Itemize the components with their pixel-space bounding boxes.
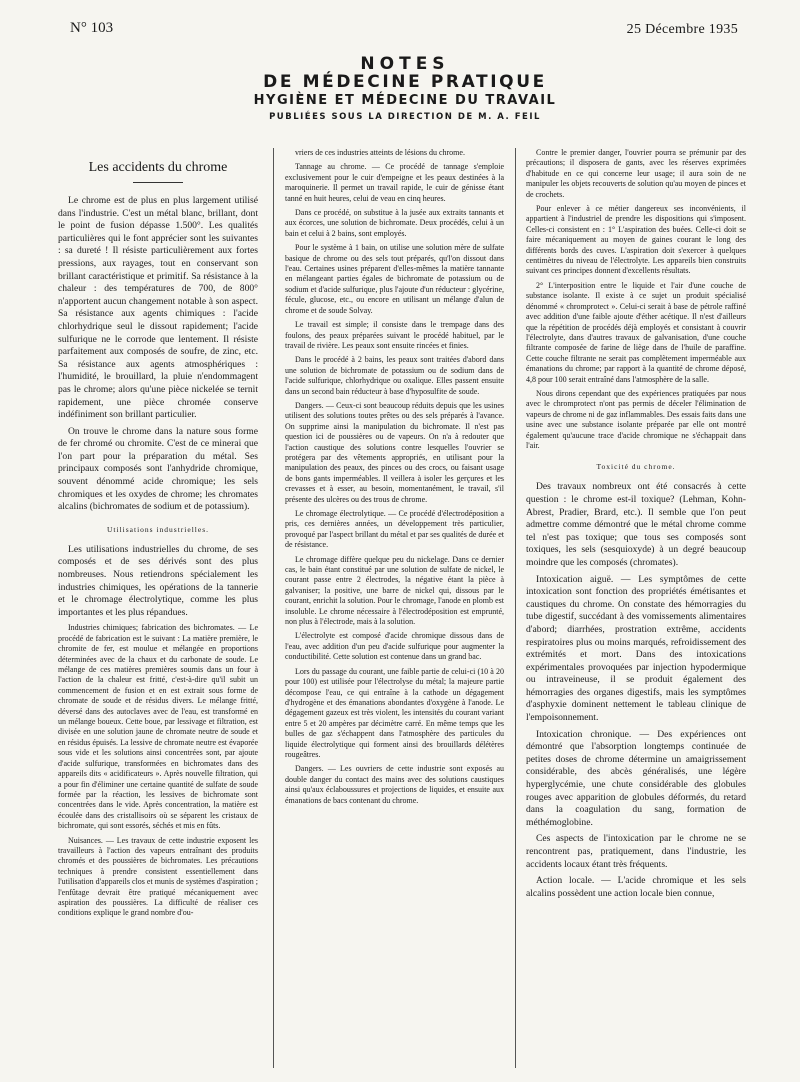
paragraph: Des travaux nombreux ont été consacrés à cette question : le chrome est-il toxique? (Lehman, Kohn-Abrest, Pradier, Brard, etc.). Il semble que l'on peut admettre comme démontré que le métal chrome comme tel n'est pas toxique; que tous ses composés sont toxiques, les sels (sesquioxyde) à un degré beaucoup moindre que les composés (chromates).: [526, 481, 746, 568]
paragraph: Nous dirons cependant que des expériences pratiquées par nous avec le chromprotect n'ont pas permis de déceler l'élimination de vapeurs de chrome ni de gaz inflammables. Des essais faits dans une usine avec une substance isolante préparée par elle ont montré également qu'aucune trace d'acide chromique ne s'échappait dans l'air.: [526, 388, 746, 450]
paragraph: Le chromage électrolytique. — Ce procédé d'électrodéposition a pris, ces dernières années, un développement très particulier, provoqué par l'aspect brillant du métal et par ses qualités de durée et de résistance.: [285, 509, 504, 550]
paragraph: Dangers. — Ceux-ci sont beaucoup réduits depuis que les usines utilisent des solutions toutes prêtes ou des sels préparés à l'avance. On supprime ainsi la manipulation du bichromate. Il n'est pas question ici de poussières ou de vapeurs. On n'a à redouter que l'action caustique des solutions contre lesquelles l'ouvrier se protégera par des vêtements appropriés, en utilisant pour la manipulation des peaux, des pinces ou des crocs, ou faisant usage de bons gants imperméables. Il veillera à isoler les gerçures et les crevasses et à esser, au besoin, momentanément, le travail, s'il présente des ulcères ou des trous de chrome.: [285, 400, 504, 504]
column-divider: [515, 148, 516, 1068]
column-divider: [273, 148, 274, 1068]
section-heading: Utilisations industrielles.: [107, 524, 209, 534]
article-title: Les accidents du chrome: [88, 160, 228, 175]
paragraph: Le travail est simple; il consiste dans le trempage dans des foulons, des peaux préparées suivant le procédé habituel, par le travail de rivière. Les peaux sont ensuite rincées et finies.: [285, 320, 504, 350]
column-3: [526, 148, 746, 1070]
paragraph: Intoxication aiguë. — Les symptômes de cette intoxication sont fonction des propriétés émétisantes et caustiques du chrome. On constate des hémorragies du tube digestif, succédant à des vomissements alimentaires d'abord; diarrhées, prostration extrême, accidents respiratoires plus ou moins marqués, refroidissement des extrémités et mort. Dans des intoxications expérimentales provoquées par injection hypodermique ou intraveineuse, il se produit également des hémorragies des organes digestifs, mais les symptômes d'asphyxie dominent nettement le tableau clinique de l'empoisonnement.: [526, 573, 746, 724]
paragraph: Dans le procédé à 2 bains, les peaux sont traitées d'abord dans une solution de bichromate de potassium ou de sodium dans de l'acide sulfurique, chlorhydrique ou oxalique. Elles passent ensuite dans un second bain réducteur à base d'hyposulfite de soude.: [285, 355, 504, 396]
paragraph: 2° L'interposition entre le liquide et l'air d'une couche de substance isolante. Il existe à ce sujet un produit spécialisé dénommé « chromprotect ». Celui-ci serait à base de pétrole raffiné avec addition d'une faible ajoute d'éther acétique. Il n'est d'ailleurs que la répétition de procédés déjà employés et consistant à couvrir l'électrolyte, dans d'autres travaux de galvanisation, d'une couche filtrante composée de farine de liège dans de l'huile de paraffine. Cette couche filtrante ne serait pas complètement imperméable aux émanations du chrome; par rapport à la quantité de chrome déposé, 4,8 pour 100 serait entraîné dans l'atmosphère de la salle.: [526, 280, 746, 384]
issue-date: 25 Décembre 1935: [626, 22, 738, 37]
column-1: [58, 148, 258, 1070]
paragraph: Tannage au chrome. — Ce procédé de tannage s'emploie exclusivement pour le cuir d'empeigne et les peaux destinées à la maroquinerie. Il permet un travail rapide, le cuir de génisse étant tanné en huit heures, celui de veau en cinq heures.: [285, 162, 504, 203]
paragraph: Ces aspects de l'intoxication par le chrome ne se rencontrent pas, pratiquement, dans l'industrie, les accidents locaux étant très fréquents.: [526, 833, 746, 870]
masthead-title: NOTES: [360, 54, 450, 74]
paragraph: Les utilisations industrielles du chrome, de ses composés et de ses dérivés sont des plus nombreuses. Nous retiendrons spécialement les industries chimiques, les opérations de la tannerie et le chromage électrolytique, comme les plus importantes et les plus répandues.: [58, 543, 258, 618]
paragraph: Pour enlever à ce métier dangereux ses inconvénients, il appartient à l'industriel de prendre les dispositions qui s'imposent. Celles-ci consistent en : 1° L'aspiration des buées. Celle-ci doit se faire mécaniquement au moyen de gaines courant le long des différents bords des cuves. L'aspiration doit s'exercer à quelques centimètres du niveau de l'électrolyte. Les appareils bien construits suivant ces principes donnent d'excellents résultats.: [526, 204, 746, 276]
paragraph: Nuisances. — Les travaux de cette industrie exposent les travailleurs à l'action des vapeurs entraînant des produits chromés et des poussières de bichromates. Les précautions techniques à prendre consistent essentiellement dans l'utilisation d'appareils clos et munis de systèmes d'aspiration ; l'enfûtage devrait être pratiqué mécaniquement avec aspiration des poussières. La difficulté de réaliser ces conditions explique le grand nombre d'ou-: [58, 835, 258, 918]
masthead-subtitle: DE MÉDECINE PRATIQUE: [263, 72, 547, 92]
paragraph: Dans ce procédé, on substitue à la jusée aux extraits tannants et aux écorces, une solution de bichromate. Deux procédés, celui à un bain et celui à 2 bains, sont employés.: [285, 208, 504, 238]
paragraph: Dangers. — Les ouvriers de cette industrie sont exposés au double danger du contact des mains avec des solutions caustiques ainsi qu'aux éclaboussures et projections de liquides, et ensuite aux émanations de bacs contenant du chrome.: [285, 764, 504, 805]
column-2: [285, 148, 504, 1070]
paragraph: vriers de ces industries atteints de lésions du chrome.: [295, 148, 465, 157]
paragraph: Intoxication chronique. — Des expériences ont démontré que l'absorption longtemps continuée de petites doses de chrome détermine un amaigrissement considérable, des abcès généralisés, une légère hyperglycémie, une chute considérable des globules rouges avec apparition de globules déformés, du retard dans la coagulation du sang, formation de méthémoglobine.: [526, 728, 746, 828]
paragraph: On trouve le chrome dans la nature sous forme de fer chromé ou chromite. C'est de ce minerai que l'on part pour la préparation du métal. Ses principaux composés sont l'anhydride chromique, souvent dénommé acide chromique; les sels chromiques et les oxydes de chrome; les chromates alcalins (bichromates de sodium et de potassium).: [58, 425, 258, 513]
paragraph: Action locale. — L'acide chromique et les sels alcalins possèdent une action locale bien connue,: [526, 875, 746, 899]
paragraph: Le chrome est de plus en plus largement utilisé dans l'industrie. C'est un métal blanc, brillant, dont le point de fusion dépasse 1.500°. Les qualités particulières qui le font apprécier sont les suivantes : sa dureté ! Il résiste particulièrement aux fortes pressions, aux rayages, tout en conservant son brillant caractéristique et primitif. Sa résistance à la chaleur : des températures de 700, de 800° n'apportent aucun changement notable à son aspect. Sa résistance aux agents chimiques : l'acide chlorhydrique seul le dissout rapidement; l'acide sulfurique ne le corrode que lentement. Il résiste parfaitement aux composés de soufre, de zinc, etc. Sa résistance aux agents atmosphériques : l'humidité, le brouillard, la pluie n'endommagent pas le chrome; alors qu'une pièce nickelée se ternit rapidement, une pièce chromée conserve indéfiniment son brillant particulier.: [58, 195, 258, 421]
masthead-editor: PUBLIÉES SOUS LA DIRECTION DE M. A. FEIL: [269, 112, 541, 122]
paragraph: Le chromage diffère quelque peu du nickelage. Dans ce dernier cas, le bain étant constitué par une solution de sulfate de nickel, le courant passe entre 2 électrodes, la négative étant la pièce à galvaniser; la positive, une barre de nickel qui, dissous par le courant, enrichit la solution. Pour le chromage, l'anode en plomb est insoluble. Le chrome nécessaire à l'électrodéposition est emprunté, non plus à l'électrode, mais à la solution.: [285, 554, 504, 627]
paragraph: Lors du passage du courant, une faible partie de celui-ci (10 à 20 pour 100) est utilisée pour l'électrolyse du métal; la majeure partie décompose l'eau, ce qui entraîne à la cathode un dégagement d'hydrogène et des émanations abondantes d'oxygène à l'anode. Le dégagement gazeux est très violent, les intensités du courant variant entre 5 et 20 ampères par décimètre carré. En même temps que les bulles de gaz s'échappent dans l'atmosphère des particules du liquide électrolytique qui forment ainsi des brouillards délétères rougeâtres.: [285, 666, 504, 759]
paragraph: Pour le système à 1 bain, on utilise une solution mère de sulfate basique de chrome ou des sels tout préparés, qu'l'on dissout dans l'eau. Certaines usines préparent d'elles-mêmes la matière tannante en mélangeant parties égales de bichromate de potassium ou de sodium et d'acide sulfurique, plus l'ajoute d'un réducteur : glycérine, fécule, glucose, etc., ou encore en utilisant un mélange d'alun de chrome et de soude Solvay.: [285, 243, 504, 315]
paragraph: Industries chimiques; fabrication des bichromates. — Le procédé de fabrication est le suivant : La matière première, le chromite de fer, est moulue et mélangée en proportions déterminées avec de la chaux et du carbonate de soude. Le mélange de ces matières premières soumis dans un four à l'action de la chaleur est fritté, c'est-à-dire qu'il subit un commencement de fusion et en est extrait sous forme de chromate de soude et de résidus divers. Le mélange fritté, déversé dans des autoclaves avec de l'eau, est transformé en un mélange boueux. Cette boue, par lessivage et filtration, est divisée en une solution jaune de chromate neutre de soude et en résidus épuisés. La lessive de chromate neutre est évaporée sous vide et les solutions ainsi concentrées sont, par ajoute d'acide sulfurique, transformées en bichromates dans des appareils dits « acidificateurs ». Après nouvelle filtration, qui a pour fin d'éliminer une certaine quantité de sulfate de soude formée par la réaction, les lessives de bichromate sont concentrées dans le vide. Après concentration, la matière est écoulée dans des cristallisoirs où se séparent les cristaux de bichromate, qui sont essorés, séchés et mis en fûts.: [58, 623, 258, 831]
paragraph: Contre le premier danger, l'ouvrier pourra se prémunir par des précautions; il disposera de gants, avec les réserves exprimées d'habitude en ce qui concerne leur usage; il aura soin de ne manipuler les objets recouverts de solution qu'au moyen de pinces et de crochets.: [526, 148, 746, 199]
paragraph: L'électrolyte est composé d'acide chromique dissous dans de l'eau, avec addition d'un peu d'acide sulfurique pour augmenter la conductibilité. Cette solution est contenue dans un grand bac.: [285, 631, 504, 662]
masthead-section: HYGIÈNE ET MÉDECINE DU TRAVAIL: [253, 93, 557, 108]
issue-number: N° 103: [70, 20, 114, 36]
section-heading: Toxicité du chrome.: [596, 462, 676, 472]
title-rule: [133, 182, 183, 183]
